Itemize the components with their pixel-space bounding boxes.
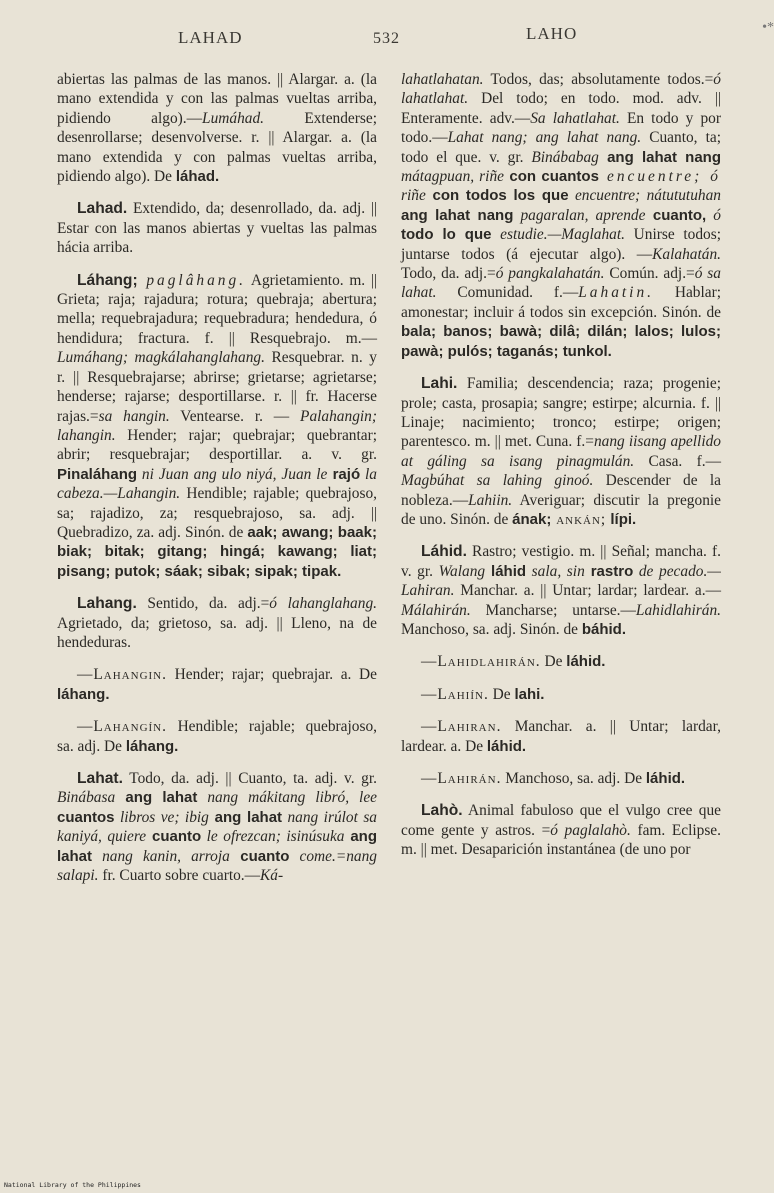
entry-italic: sa hangin. bbox=[98, 407, 170, 425]
entry-text: En todo y por todo.— bbox=[401, 109, 721, 147]
entry-italic: Ká- bbox=[260, 867, 284, 885]
entry-italic: le ofrezcan; isinúsuka bbox=[201, 828, 345, 846]
example-bold: cuanto, bbox=[645, 206, 707, 224]
entry-lahid bbox=[401, 542, 721, 639]
page-number: 532 bbox=[373, 30, 400, 47]
headword: Lahi. bbox=[421, 375, 458, 393]
headword: Lahad. bbox=[77, 200, 128, 218]
example-bold: cuanto bbox=[146, 828, 202, 846]
entry-italic: Lumáhang; magkálahanglahang. bbox=[57, 349, 265, 367]
entry-lahad bbox=[57, 199, 377, 257]
entry-text: Rastro; vestigio. m. || Señal; mancha. f. v. gr. bbox=[401, 543, 721, 580]
entry-italic: Lahidlahirán. bbox=[635, 601, 721, 619]
example-bold: ang lahat bbox=[57, 828, 377, 865]
entry-italic: de pecado.—Lahiran. bbox=[401, 562, 721, 600]
entry-italic: Lahiin. bbox=[468, 491, 513, 509]
left-column bbox=[57, 70, 377, 898]
subentry-headword: —Lahangin. bbox=[77, 666, 167, 684]
entry-text: Unirse todos; juntarse todos (á ejecutar algo). — bbox=[401, 226, 721, 263]
entry-italic: nang mákitang libró, lee bbox=[197, 789, 377, 807]
entry-italic: ó lahatlahat. bbox=[401, 71, 721, 108]
entry-text: Todos, das; absolutamente todos.= bbox=[483, 71, 714, 88]
entry-text: Agrietado, da; grietoso, sa. adj. || Lleno, na de hendeduras. bbox=[57, 614, 377, 651]
entry-italic: ó sa lahat. bbox=[401, 265, 721, 302]
entry-text: Del todo; en todo. mod. adv. || Enteramente. adv.— bbox=[401, 90, 721, 127]
cross-reference: lahi. bbox=[514, 685, 545, 703]
example-bold: con todos los que bbox=[425, 187, 569, 205]
entry-text: Ventearse. r. — bbox=[169, 407, 301, 425]
headword: Lahò. bbox=[421, 802, 463, 820]
entry-italic: Málahirán. bbox=[401, 601, 471, 619]
header-left-guideword: LAHAD bbox=[178, 28, 243, 47]
entry-lahidlahiran bbox=[401, 652, 721, 671]
entry-text: Hablar; amonestar; incluir á todos sin excepción. Sinón. de bbox=[401, 284, 722, 321]
entry-italic: ni Juan ang ulo niyá, Juan le bbox=[137, 465, 328, 483]
example-bold: ang lahat bbox=[208, 808, 283, 826]
example-bold: cuantos bbox=[57, 808, 115, 826]
entry-text: Agrietamiento. m. || Grieta; raja; rajadura; rotura; quebraja; abertura; mella; requebrajadura; requebradura; hendedura, ó hendidura; fractura. f. || Resquebrajo. m.— bbox=[57, 271, 377, 347]
example-bold: todo lo que bbox=[401, 226, 492, 244]
entry-italic: libros ve; ibig bbox=[114, 808, 209, 826]
entry-text: Manchar. a. || Untar; lardar; lardear. a.— bbox=[454, 582, 721, 600]
example-bold: ang lahat nang bbox=[401, 206, 514, 224]
entry-italic: Binábabag bbox=[531, 148, 599, 166]
entry-italic: encuentre; nátututuhan bbox=[568, 187, 721, 205]
example-bold: láhid bbox=[485, 562, 527, 580]
entry-text: Extenderse; desenrollarse; desenvolverse. r. || Alargar. a. (la mano extendida y con palmas vueltas arriba, pidiendo algo). De bbox=[57, 109, 377, 186]
synonym-list: báhid. bbox=[581, 620, 626, 638]
entry-text: Común. adj.= bbox=[604, 265, 695, 283]
subentry-headword: —Lahiran. bbox=[421, 718, 502, 736]
entry-italic: Binábasa bbox=[57, 789, 116, 807]
entry-italic: Lahat nang; ang lahat nang. bbox=[447, 129, 642, 147]
entry-italic: Kalahatán. bbox=[652, 245, 721, 263]
entry-text: abiertas las palmas de las manos. || Alargar. a. (la mano extendida y con las palmas vueltas arriba, pidiendo algo).— bbox=[57, 71, 377, 127]
example-bold: rajó bbox=[327, 465, 361, 483]
headword: Láhang; bbox=[77, 271, 138, 289]
entry-text: De bbox=[540, 653, 567, 671]
entry-italic: estudie.—Maglahat. bbox=[491, 226, 625, 244]
entry-lahangin bbox=[57, 665, 377, 704]
right-column bbox=[401, 70, 721, 873]
entry-lahang bbox=[57, 271, 377, 582]
entry-text: fr. Cuarto sobre cuarto.— bbox=[98, 867, 261, 885]
entry-italic: come.=nang salapi. bbox=[57, 847, 377, 885]
entry-text: Resquebrar. n. y r. || Resquebrajarse; abrirse; grietarse; agrietarse; henderse; rajarse; desportillarse. r. || fr. Hacerse rajas.= bbox=[57, 349, 377, 425]
entry-text: Manchar. a. || Untar; lardar, lardear. a. De bbox=[401, 718, 721, 755]
entry-italic: pagaralan, aprende bbox=[513, 206, 646, 224]
entry-italic: ó paglalahò. bbox=[550, 821, 631, 839]
cross-reference: láhid. bbox=[645, 770, 686, 787]
entry-italic: nang iisang apellido at gáling sa isang pinagmulán. bbox=[401, 433, 721, 470]
synonym-list: ának; bbox=[512, 510, 552, 528]
entry-text: Descender de la nobleza.— bbox=[401, 472, 722, 509]
example-bold: Pinaláhang bbox=[57, 465, 138, 483]
entry-text: fam. Eclipse. m. || met. Desaparición instantánea (de uno por bbox=[401, 821, 721, 859]
entry-italic: la cabeza.—Lahangin. bbox=[57, 465, 377, 503]
cross-reference: láhang. bbox=[125, 737, 179, 755]
entry-text: Animal fabuloso que el vulgo cree que come gente y astros. = bbox=[401, 802, 721, 839]
entry-italic: ó lahanglahang. bbox=[269, 595, 377, 613]
entry-italic: riñe bbox=[401, 187, 426, 205]
cross-reference: láhad. bbox=[175, 168, 220, 186]
cross-reference: láhid. bbox=[566, 653, 606, 671]
synonym-small-caps: ankán; bbox=[551, 510, 607, 528]
entry-lahiran-2 bbox=[401, 769, 721, 788]
entry-italic: Palahangin; lahangin. bbox=[57, 407, 377, 444]
entry-text: Mancharse; untarse.— bbox=[470, 601, 636, 619]
subentry-headword: —Lahiín. bbox=[421, 685, 489, 703]
entry-text: Manchoso, sa. adj. De bbox=[501, 770, 646, 787]
synonym-list: bala; banos; bawà; dilâ; dilán; lalos; lulos; pawà; pulós; taganás; tunkol. bbox=[401, 323, 721, 360]
entry-text: Hender; rajar; quebrajar. a. De bbox=[166, 666, 377, 684]
entry-text: De bbox=[488, 685, 515, 703]
entry-italic: nang kanin, arroja bbox=[92, 847, 230, 865]
entry-italic: ó bbox=[706, 206, 721, 224]
entry-text: Familia; descendencia; raza; progenie; prole; casta, prosapia; sangre; estirpe; alcurnia. f. || Linaje; nacimiento; tronco; estirpe; origen; parentesco. m. || met. Cuna. f.= bbox=[401, 375, 721, 451]
entry-italic: ó pangkalahatán. bbox=[495, 265, 605, 283]
headword: Láhid. bbox=[421, 543, 467, 561]
page-header bbox=[0, 24, 774, 58]
entry-lahangin-2 bbox=[57, 717, 377, 756]
headword: Lahang. bbox=[77, 595, 137, 613]
entry-lahat-continued bbox=[401, 70, 721, 361]
entry-text: Extendido, da; desenrollado, da. adj. || Estar con las manos abiertas y vueltas las palmas hácia arriba. bbox=[57, 200, 377, 257]
entry-text: Todo, da. adj.= bbox=[401, 265, 496, 283]
entry-laho bbox=[401, 801, 721, 859]
entry-text: Cuanto, ta; todo el que. v. gr. bbox=[401, 129, 721, 166]
entry-text: Manchoso, sa. adj. Sinón. de bbox=[401, 620, 582, 638]
entry-lahiin bbox=[401, 685, 721, 704]
entry-italic: Walang bbox=[438, 562, 486, 580]
entry-lahiran bbox=[401, 717, 721, 756]
subentry-headword: —Lahirán. bbox=[421, 770, 502, 787]
example-bold: ang lahat nang bbox=[598, 148, 721, 166]
example-bold: rastro bbox=[584, 562, 634, 580]
entry-italic: sala, sin bbox=[526, 562, 585, 580]
entry-text: Sentido, da. adj.= bbox=[136, 595, 270, 613]
cross-reference: láhid. bbox=[486, 737, 527, 755]
example-bold: con cuantos bbox=[503, 168, 599, 186]
entry-text: Hender; rajar; quebrajar; quebrantar; abrir; resquebrajar; desportillar. a. v. gr. bbox=[57, 426, 377, 464]
headword: Lahat. bbox=[77, 770, 123, 787]
entry-italic: nang irúlot sa kaniyá, quiere bbox=[57, 808, 377, 846]
example-bold: ang lahat bbox=[115, 789, 198, 807]
subentry-headword: —Lahangín. bbox=[77, 718, 167, 736]
synonym-list: lípi. bbox=[606, 510, 637, 528]
entry-italic: Magbúhat sa lahing ginoó. bbox=[401, 472, 594, 490]
entry-spaced-italic: paglâhang. bbox=[137, 271, 247, 289]
synonym-list: aak; awang; baak; biak; bitak; gitang; hingá; kawang; liat; pisang; putok; sáak; sibak; sipak; tipak. bbox=[57, 523, 377, 580]
corner-smudge: •* bbox=[762, 20, 774, 35]
entry-italic: Sa lahatlahat. bbox=[530, 109, 620, 127]
entry-text: Hendible; rajable; quebrajoso, sa. adj. De bbox=[57, 718, 377, 755]
entry-italic: lahatlahatan. bbox=[401, 71, 484, 88]
entry-italic: mátagpuan, riñe bbox=[401, 168, 504, 186]
entry-lahad-continued bbox=[57, 70, 377, 186]
entry-italic: Lumáhad. bbox=[202, 109, 265, 127]
entry-lahi bbox=[401, 374, 721, 529]
entry-text: Hendible; rajable; quebrajoso, sa; rajadizo, za; resquebrajoso, sa. adj. || Quebradizo, za. adj. Sinón. de bbox=[57, 485, 377, 541]
entry-lahat bbox=[57, 769, 377, 885]
entry-text: Todo, da. adj. || Cuanto, ta. adj. v. gr. bbox=[122, 770, 377, 787]
entry-text: Comunidad. f.— bbox=[436, 284, 579, 302]
subentry-headword: —Lahidlahirán. bbox=[421, 653, 541, 671]
example-bold: cuanto bbox=[229, 847, 290, 865]
entry-text: Casa. f.— bbox=[634, 452, 721, 470]
entry-spaced-italic: Lahatin. bbox=[578, 284, 654, 302]
entry-lahang-2 bbox=[57, 594, 377, 652]
header-right-guideword: LAHO bbox=[526, 24, 578, 43]
entry-text: Averiguar; discutir la pregonie de uno. Sinón. de bbox=[401, 491, 721, 528]
library-credit: National Library of the Philippines bbox=[4, 1181, 141, 1189]
entry-spaced-italic: encuentre; ó bbox=[598, 168, 722, 186]
cross-reference: láhang. bbox=[57, 685, 110, 703]
